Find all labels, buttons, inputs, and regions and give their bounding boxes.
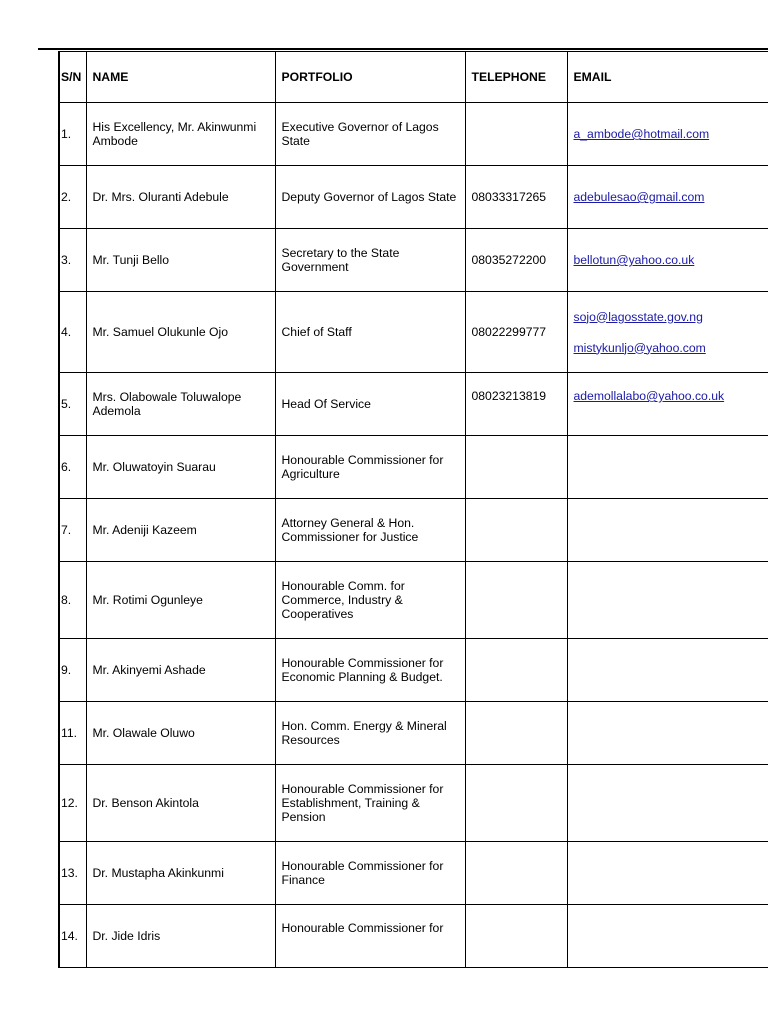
- table-row: [59, 499, 768, 562]
- row-sn: 5.: [59, 373, 86, 436]
- row-email: [567, 292, 768, 373]
- row-name: Mrs. Olabowale Toluwalope Ademola: [86, 373, 275, 436]
- row-telephone: 08033317265: [465, 166, 567, 229]
- row-telephone: [465, 436, 567, 499]
- row-telephone: [465, 103, 567, 166]
- row-sn: 1.: [59, 103, 86, 166]
- row-telephone: [465, 373, 567, 436]
- row-name: Dr. Benson Akintola: [86, 765, 275, 842]
- row-portfolio: Honourable Commissioner for Economic Planning & Budget.: [275, 639, 465, 702]
- header-sn: S/N: [59, 52, 86, 103]
- row-telephone: [465, 639, 567, 702]
- row-sn: 6.: [59, 436, 86, 499]
- table-row: [59, 702, 768, 765]
- row-sn: 13.: [59, 842, 86, 905]
- contacts-table: [58, 51, 768, 968]
- table-row: [59, 905, 768, 968]
- row-name: Dr. Mrs. Oluranti Adebule: [86, 166, 275, 229]
- row-telephone: [465, 499, 567, 562]
- row-telephone: 08035272200: [465, 229, 567, 292]
- email-link[interactable]: a_ambode@hotmail.com: [573, 127, 710, 141]
- email-link[interactable]: adebulesao@gmail.com: [573, 190, 705, 204]
- row-name: Dr. Jide Idris: [86, 905, 275, 968]
- table-row: [59, 436, 768, 499]
- row-name: His Excellency, Mr. Akinwunmi Ambode: [86, 103, 275, 166]
- row-portfolio: Executive Governor of Lagos State: [275, 103, 465, 166]
- row-portfolio: Attorney General & Hon. Commissioner for Justice: [275, 499, 465, 562]
- row-name: Mr. Olawale Oluwo: [86, 702, 275, 765]
- header-portfolio: PORTFOLIO: [275, 52, 465, 103]
- email-link[interactable]: bellotun@yahoo.co.uk: [573, 253, 695, 267]
- row-name: Mr. Adeniji Kazeem: [86, 499, 275, 562]
- table-row: [59, 292, 768, 373]
- row-email: [567, 562, 768, 639]
- row-telephone: [465, 562, 567, 639]
- table-row: [59, 373, 768, 436]
- portfolio-text: Honourable Commissioner for: [281, 921, 444, 935]
- top-rule: [38, 48, 768, 50]
- row-telephone: [465, 765, 567, 842]
- row-telephone: [465, 842, 567, 905]
- row-sn: 11.: [59, 702, 86, 765]
- row-sn: 14.: [59, 905, 86, 968]
- row-sn: 9.: [59, 639, 86, 702]
- row-sn: 7.: [59, 499, 86, 562]
- table-row: [59, 166, 768, 229]
- row-email: [567, 639, 768, 702]
- email-link[interactable]: sojo@lagosstate.gov.ng: [573, 309, 703, 324]
- row-telephone: 08022299777: [465, 292, 567, 373]
- row-email: [567, 436, 768, 499]
- row-email: [567, 702, 768, 765]
- header-telephone: TELEPHONE: [465, 52, 567, 103]
- row-name: Mr. Oluwatoyin Suarau: [86, 436, 275, 499]
- row-email: [567, 103, 768, 166]
- row-portfolio: Head Of Service: [275, 373, 465, 436]
- row-email: [567, 905, 768, 968]
- row-portfolio: Honourable Comm. for Commerce, Industry & Cooperatives: [275, 562, 465, 639]
- row-portfolio: Deputy Governor of Lagos State: [275, 166, 465, 229]
- row-telephone: [465, 905, 567, 968]
- email-link[interactable]: ademollalabo@yahoo.co.uk: [573, 389, 725, 403]
- row-email: [567, 229, 768, 292]
- table-row: [59, 842, 768, 905]
- row-portfolio: Chief of Staff: [275, 292, 465, 373]
- table-row: [59, 103, 768, 166]
- row-sn: 4.: [59, 292, 86, 373]
- row-email: [567, 166, 768, 229]
- table-row: [59, 229, 768, 292]
- header-email: EMAIL: [567, 52, 768, 103]
- row-portfolio: Honourable Commissioner for Establishment, Training & Pension: [275, 765, 465, 842]
- row-email: [567, 499, 768, 562]
- row-portfolio: [275, 905, 465, 968]
- row-portfolio: Honourable Commissioner for Finance: [275, 842, 465, 905]
- row-email: [567, 765, 768, 842]
- header-name: NAME: [86, 52, 275, 103]
- row-sn: 3.: [59, 229, 86, 292]
- row-name: Dr. Mustapha Akinkunmi: [86, 842, 275, 905]
- row-portfolio: Hon. Comm. Energy & Mineral Resources: [275, 702, 465, 765]
- row-sn: 12.: [59, 765, 86, 842]
- row-name: Mr. Rotimi Ogunleye: [86, 562, 275, 639]
- email-link[interactable]: mistykunljo@yahoo.com: [573, 340, 706, 355]
- row-name: Mr. Samuel Olukunle Ojo: [86, 292, 275, 373]
- table-row: [59, 765, 768, 842]
- row-telephone: [465, 702, 567, 765]
- row-email: [567, 842, 768, 905]
- row-sn: 2.: [59, 166, 86, 229]
- row-sn: 8.: [59, 562, 86, 639]
- telephone-text: 08023213819: [471, 389, 547, 403]
- row-email: [567, 373, 768, 436]
- table-row: [59, 639, 768, 702]
- row-portfolio: Honourable Commissioner for Agriculture: [275, 436, 465, 499]
- header-row: [59, 52, 768, 103]
- row-portfolio: Secretary to the State Government: [275, 229, 465, 292]
- table-row: [59, 562, 768, 639]
- row-name: Mr. Akinyemi Ashade: [86, 639, 275, 702]
- row-name: Mr. Tunji Bello: [86, 229, 275, 292]
